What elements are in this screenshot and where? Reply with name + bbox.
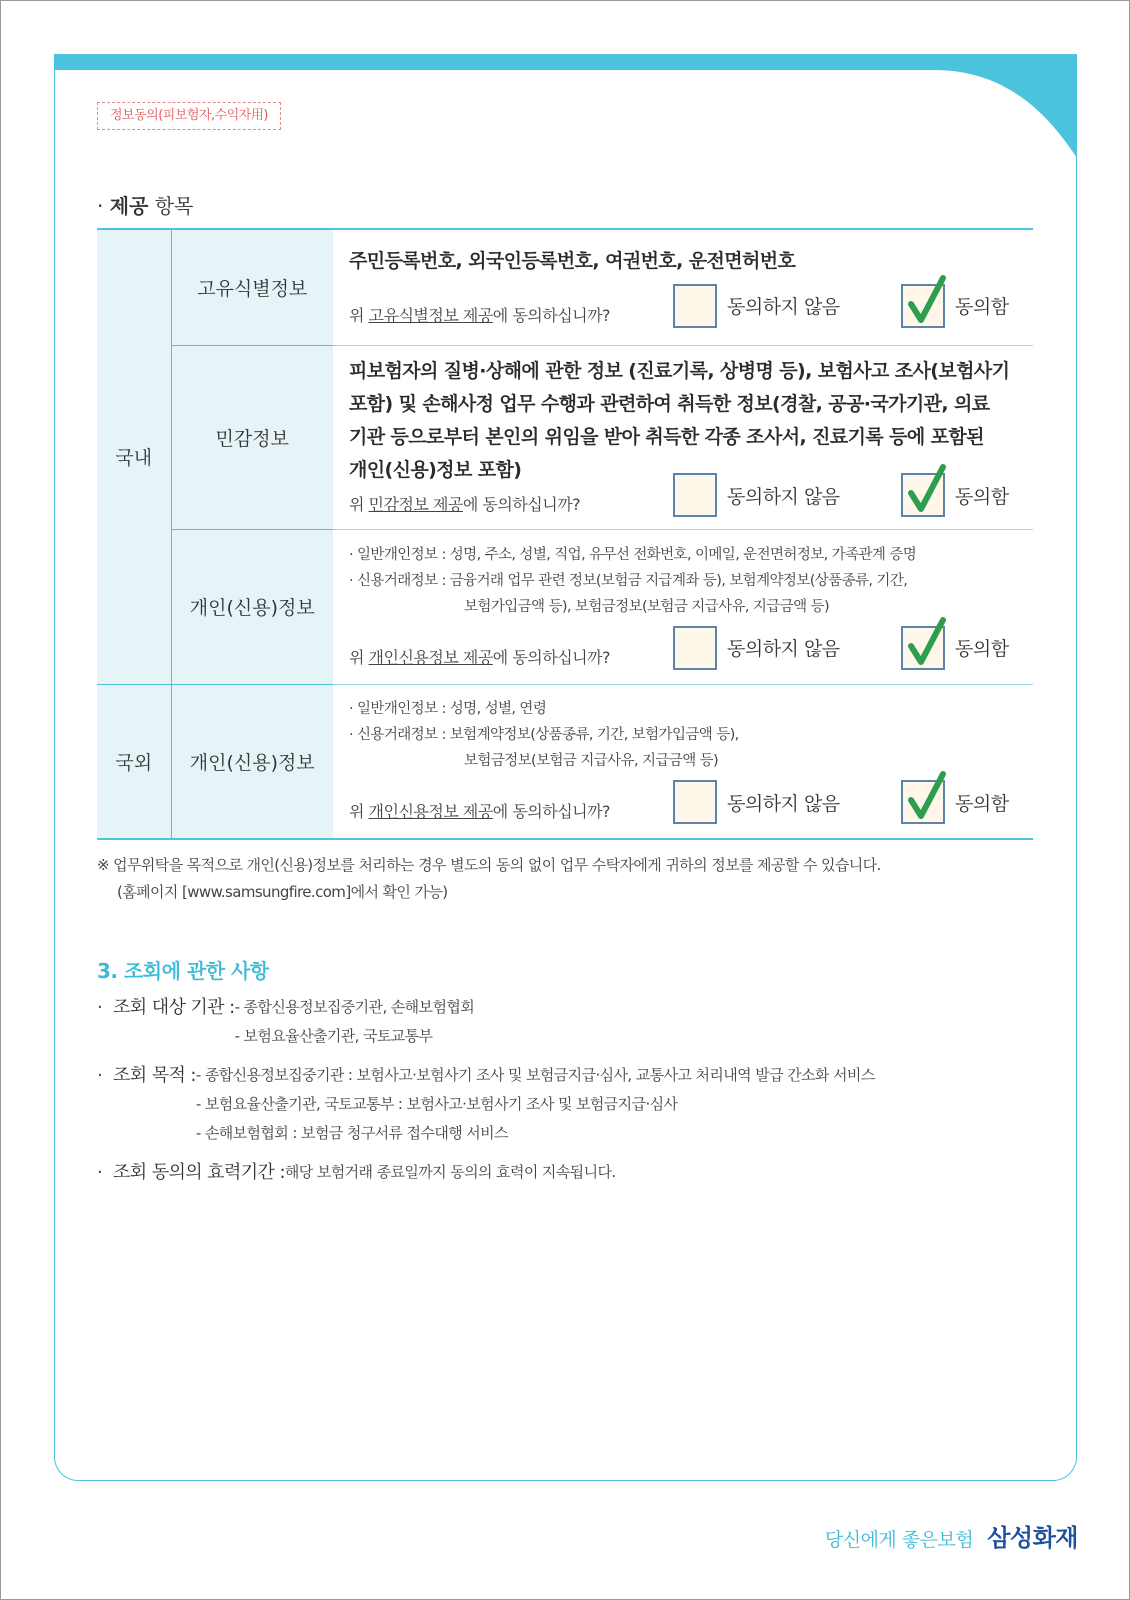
agree-label: 동의함 [955,638,1009,660]
item-values [285,1158,616,1187]
disagree-label: 동의하지 않음 [727,296,840,319]
disagree-checkbox[interactable] [673,780,717,824]
checkmark-icon [907,274,947,326]
detail-text: 보험금정보(보험금 지급사유, 지급금액 등) [464,753,719,770]
disagree-label: 동의하지 않음 [727,485,840,508]
region-domestic: 국내 [97,229,171,684]
option-agree[interactable] [901,780,1019,824]
agree-checkbox[interactable] [901,780,945,824]
checkmark-icon [907,770,947,822]
item-label: 조회 동의의 효력기간 : [113,1162,285,1183]
brand-logo: 삼성화재 [987,1524,1078,1552]
section-title-rest: 항목 [148,194,194,218]
option-disagree[interactable] [673,626,901,670]
section-title [97,190,193,219]
detail-text: · 신용거래정보 : 보험계약정보(상품종류, 기간, 보험가입금액 등), [349,727,739,744]
item-value: - 보험요율산출기관, 국토교통부 [234,1027,433,1045]
option-disagree[interactable] [673,473,901,517]
question-subject: 고유식별정보 제공 [368,305,493,325]
region-overseas: 국외 [97,684,171,839]
detail-text: 피보험자의 질병·상해에 관한 정보 (진료기록, 상병명 등), 보험사고 조사(보험사기 [349,360,1010,382]
consent-line [349,626,1019,670]
table-row [97,345,1033,529]
checkmark-icon [907,463,947,515]
item-value: - 손해보험협회 : 보험금 청구서류 접수대행 서비스 [195,1124,508,1142]
question-prefix: 위 [349,647,369,667]
question-prefix: 위 [349,495,369,514]
item-value: - 종합신용정보집중기관 : 보험사고·보험사기 조사 및 보험금지급·심사, 교통사고 처리내역 발급 간소화 서비스 [195,1066,875,1084]
item-value: - 보험요율산출기관, 국토교통부 : 보험사고·보험사기 조사 및 보험금지급·심사 [195,1095,678,1113]
item-values [235,993,475,1051]
consent-question [349,645,673,670]
agree-label: 동의함 [955,485,1009,508]
notice [97,852,881,906]
question-suffix: 에 동의하십니까? [492,305,611,325]
section-bullet: · [97,194,104,218]
question-prefix: 위 [349,802,369,822]
section3-list [97,993,875,1197]
option-disagree[interactable] [673,284,901,328]
checkmark-icon [907,616,947,668]
disagree-label: 동의하지 않음 [727,792,840,815]
disagree-checkbox[interactable] [673,473,717,517]
category-cell: 민감정보 [171,345,333,529]
item-label: 조회 대상 기관 : [113,997,235,1018]
notice-line: (홈페이지 [www.samsungfire.com]에서 확인 가능) [117,883,448,901]
footer-slogan: 당신에게 좋은보험 [824,1529,974,1551]
item-value: - 종합신용정보집중기관, 손해보험협회 [234,998,475,1016]
question-suffix: 에 동의하십니까? [492,647,611,667]
item-label: 조회 목적 : [113,1065,196,1086]
consent-question [349,492,673,517]
bullet: · [97,1065,103,1086]
question-suffix: 에 동의하십니까? [462,495,581,514]
agree-label: 동의함 [955,792,1009,815]
category-cell: 개인(신용)정보 [171,529,333,684]
option-disagree[interactable] [673,780,901,824]
consent-line [349,284,1019,328]
detail-cell [333,345,1033,529]
notice-line: ※ 업무위탁을 목적으로 개인(신용)정보를 처리하는 경우 별도의 동의 없이 업무 수탁자에게 귀하의 정보를 제공할 수 있습니다. [97,856,881,874]
item-values [196,1061,875,1148]
question-subject: 민감정보 제공 [368,495,463,514]
category-cell: 개인(신용)정보 [171,684,333,839]
question-subject: 개인신용정보 제공 [368,647,493,667]
detail-text: 포함) 및 손해사정 업무 수행과 관련하여 취득한 정보(경찰, 공공·국가기관, 의료 [349,393,990,415]
disagree-checkbox[interactable] [673,284,717,328]
agree-label: 동의함 [955,296,1009,319]
agree-checkbox[interactable] [901,626,945,670]
question-suffix: 에 동의하십니까? [492,802,611,822]
section-title-bold: 제공 [109,194,149,218]
consent-question [349,303,673,328]
detail-cell [333,684,1033,839]
item-value: 해당 보험거래 종료일까지 동의의 효력이 지속됩니다. [284,1163,616,1181]
list-item [97,993,875,1051]
list-item [97,1061,875,1148]
table-row [97,229,1033,345]
table-row [97,529,1033,684]
detail-text: 보험가입금액 등), 보험금정보(보험금 지급사유, 지급금액 등) [464,598,830,615]
option-agree[interactable] [901,626,1019,670]
agree-checkbox[interactable] [901,473,945,517]
detail-text: 주민등록번호, 외국인등록번호, 여권번호, 운전면허번호 [349,249,796,272]
consent-table [97,228,1033,840]
consent-line [349,780,1019,824]
category-cell: 고유식별정보 [171,229,333,345]
detail-text: · 신용거래정보 : 금융거래 업무 관련 정보(보험금 지급계좌 등), 보험계약정보(상품종류, 기간, [349,572,908,589]
bullet: · [97,1162,103,1183]
option-agree[interactable] [901,473,1019,517]
agree-checkbox[interactable] [901,284,945,328]
document-tag: 정보동의(피보험자,수익자用) [97,102,281,130]
detail-text: 기관 등으로부터 본인의 위임을 받아 취득한 각종 조사서, 진료기록 등에 포함된 [349,426,984,448]
question-subject: 개인신용정보 제공 [368,802,493,822]
question-prefix: 위 [349,305,369,325]
table-row [97,684,1033,839]
detail-text: · 일반개인정보 : 성명, 주소, 성별, 직업, 유무선 전화번호, 이메일, 운전면허정보, 가족관계 증명 [349,546,917,563]
list-item [97,1158,875,1187]
bullet: · [97,997,103,1018]
detail-cell [333,229,1033,345]
disagree-label: 동의하지 않음 [727,638,840,660]
section3-title: 3. 조회에 관한 사항 [97,959,269,983]
detail-cell [333,529,1033,684]
footer [825,1518,1078,1553]
detail-text: 개인(신용)정보 포함) [349,459,522,481]
consent-question [349,799,673,824]
detail-text: · 일반개인정보 : 성명, 성별, 연령 [349,701,547,718]
option-agree[interactable] [901,284,1019,328]
disagree-checkbox[interactable] [673,626,717,670]
